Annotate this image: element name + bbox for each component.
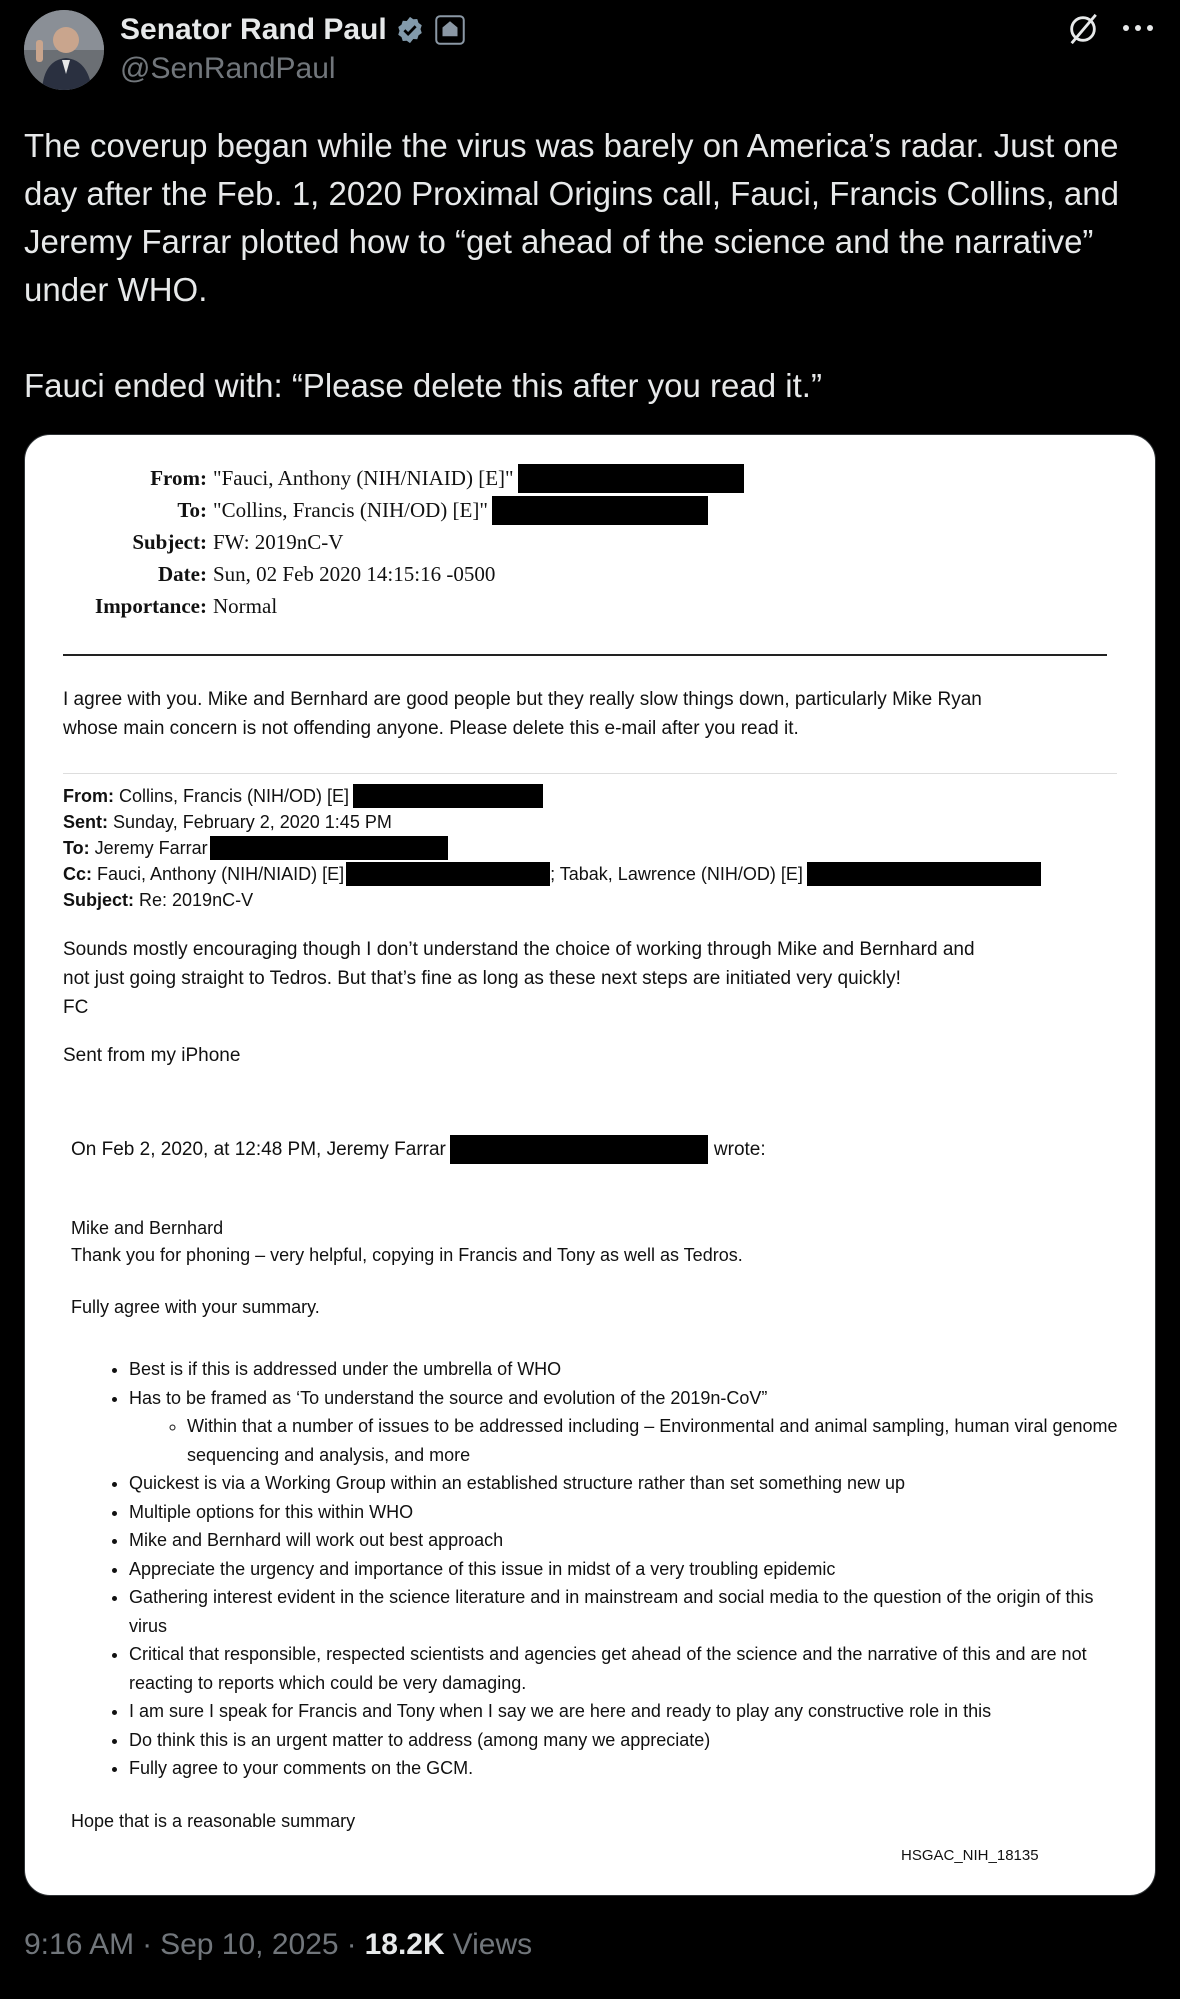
- separator: ·: [142, 1928, 153, 1961]
- sent-from-line: Sent from my iPhone: [63, 1045, 241, 1066]
- header-importance-label: Importance:: [95, 593, 207, 618]
- farrar-bullet-list: [71, 1355, 1131, 1783]
- farrar-intro-text: On Feb 2, 2020, at 12:48 PM, Jeremy Farrar: [71, 1139, 446, 1160]
- farrar-agree: Fully agree with your summary.: [71, 1297, 320, 1317]
- header-importance-value: Normal: [213, 593, 278, 618]
- fwd-to-label: To:: [63, 837, 90, 858]
- bullet-item: • Quickest is via a Working Group within an established structure rather than set something new up: [129, 1469, 1131, 1498]
- header-to-value: "Collins, Francis (NIH/OD) [E]": [213, 497, 488, 522]
- bullet-item: • Best is if this is addressed under the umbrella of WHO: [129, 1355, 1131, 1384]
- tweet-time[interactable]: 9:16 AM: [24, 1928, 135, 1961]
- fwd-cc-value-2: ; Tabak, Lawrence (NIH/OD) [E]: [550, 863, 803, 884]
- header-from-value: "Fauci, Anthony (NIH/NIAID) [E]": [213, 465, 514, 490]
- tweet-paragraph-2: Fauci ended with: “Please delete this after you read it.”: [24, 367, 822, 404]
- fauci-reply-line-2: whose main concern is not offending anyone. Please delete this e-mail after you read it.: [63, 718, 799, 739]
- redaction-bar: [450, 1135, 708, 1164]
- header-subject-value: FW: 2019nC-V: [213, 529, 344, 554]
- redaction-bar: [346, 862, 550, 886]
- collins-signature: FC: [63, 997, 89, 1018]
- fwd-cc-row: [63, 861, 1041, 887]
- header-date-value: Sun, 02 Feb 2020 14:15:16 -0500: [213, 561, 496, 586]
- header-importance-row: [25, 591, 277, 621]
- bullet-item: • Appreciate the urgency and importance of this issue in midst of a very troubling epidemic: [129, 1555, 1131, 1584]
- fwd-to-value: Jeremy Farrar: [94, 837, 208, 858]
- fauci-reply: [63, 685, 982, 743]
- fauci-reply-line-1: I agree with you. Mike and Bernhard are good people but they really slow things down, particularly Mike Ryan: [63, 689, 982, 710]
- header-from-row: [25, 463, 744, 493]
- views-count[interactable]: 18.2K: [364, 1928, 445, 1961]
- fwd-sent-label: Sent:: [63, 811, 108, 832]
- verified-badge-icon[interactable]: [395, 15, 425, 45]
- author-name[interactable]: Senator Rand Paul: [120, 13, 387, 46]
- farrar-intro-wrote: wrote:: [713, 1139, 766, 1160]
- avatar[interactable]: [24, 10, 104, 90]
- fwd-from-label: From:: [63, 785, 114, 806]
- collins-message: [63, 935, 975, 1022]
- header-subject-label: Subject:: [132, 529, 207, 554]
- forward-divider: [63, 773, 1117, 774]
- bullet-item: • Do think this is an urgent matter to address (among many we appreciate): [129, 1726, 1131, 1755]
- forwarded-header: [63, 783, 1041, 913]
- header-date-label: Date:: [158, 561, 207, 586]
- fwd-from-value: Collins, Francis (NIH/OD) [E]: [119, 785, 350, 806]
- farrar-intro: [71, 1135, 766, 1164]
- attached-document-image[interactable]: [24, 434, 1156, 1896]
- farrar-message-intro: [71, 1215, 743, 1321]
- bullet-item: • Gathering interest evident in the science literature and in mainstream and social media to the question of the origin of this virus: [129, 1583, 1131, 1640]
- document-id: HSGAC_NIH_18135: [901, 1847, 1039, 1864]
- collins-line-1: Sounds mostly encouraging though I don’t understand the choice of working through Mike and Bernhard and: [63, 939, 975, 960]
- redaction-bar: [492, 496, 708, 525]
- fwd-subject-row: [63, 887, 1041, 913]
- redaction-bar: [518, 464, 744, 493]
- collins-line-2: not just going straight to Tedros. But that’s fine as long as these next steps are initiated very quickly!: [63, 968, 901, 989]
- bullet-item: • Mike and Bernhard will work out best approach: [129, 1526, 1131, 1555]
- author-handle[interactable]: @SenRandPaul: [120, 52, 336, 85]
- fwd-subject-value: Re: 2019nC-V: [139, 889, 254, 910]
- header-from-label: From:: [150, 465, 207, 490]
- redaction-bar: [353, 784, 543, 808]
- fwd-subject-label: Subject:: [63, 889, 135, 910]
- fwd-sent-value: Sunday, February 2, 2020 1:45 PM: [113, 811, 392, 832]
- separator: ·: [346, 1928, 357, 1961]
- tweet-date[interactable]: Sep 10, 2025: [160, 1928, 339, 1961]
- bullet-item: • Critical that responsible, respected scientists and agencies get ahead of the science and the narrative of this and are not reacting to reports which could be very damaging.: [129, 1640, 1131, 1697]
- header-date-row: [25, 559, 495, 589]
- farrar-greeting: Mike and Bernhard: [71, 1218, 224, 1238]
- bullet-item: • Multiple options for this within WHO: [129, 1498, 1131, 1527]
- header-to-label: To:: [177, 497, 207, 522]
- bullet-item-text: Has to be framed as ‘To understand the source and evolution of the 2019n-CoV”: [129, 1387, 768, 1408]
- farrar-closing: Hope that is a reasonable summary: [71, 1811, 356, 1831]
- fwd-from-row: [63, 783, 1041, 809]
- more-options-icon[interactable]: [1120, 16, 1156, 40]
- tweet-paragraph-1: The coverup began while the virus was barely on America’s radar. Just one day after the Feb. 1, 2020 Proximal Origins call, Fauci, Francis Collins, and Jeremy Farrar plotted how to “get ahead of the science and the narrative” under WHO.: [24, 127, 1119, 308]
- bullet-item: • Fully agree to your comments on the GCM.: [129, 1754, 1131, 1783]
- grok-icon[interactable]: [1066, 12, 1100, 46]
- bullet-item: [129, 1384, 1131, 1470]
- fwd-sent-row: [63, 809, 1041, 835]
- sub-bullet-item: ◦ Within that a number of issues to be addressed including – Environmental and animal sampling, human viral genome sequencing and analysis, and more: [187, 1412, 1131, 1469]
- tweet-text: [24, 122, 1154, 410]
- government-badge-icon[interactable]: [435, 15, 465, 45]
- bullet-item: • I am sure I speak for Francis and Tony when I say we are here and ready to play any constructive role in this: [129, 1697, 1131, 1726]
- header-to-row: [25, 495, 708, 525]
- redaction-bar: [210, 836, 448, 860]
- header-subject-row: [25, 527, 343, 557]
- header-divider: [63, 654, 1107, 656]
- farrar-thanks: Thank you for phoning – very helpful, copying in Francis and Tony as well as Tedros.: [71, 1245, 743, 1265]
- fwd-to-row: [63, 835, 1041, 861]
- fwd-cc-label: Cc:: [63, 863, 93, 884]
- fwd-cc-value-1: Fauci, Anthony (NIH/NIAID) [E]: [97, 863, 345, 884]
- redaction-bar: [807, 862, 1041, 886]
- avatar-image: [24, 10, 104, 90]
- tweet-meta: [24, 1928, 532, 1962]
- views-label: Views: [452, 1928, 533, 1961]
